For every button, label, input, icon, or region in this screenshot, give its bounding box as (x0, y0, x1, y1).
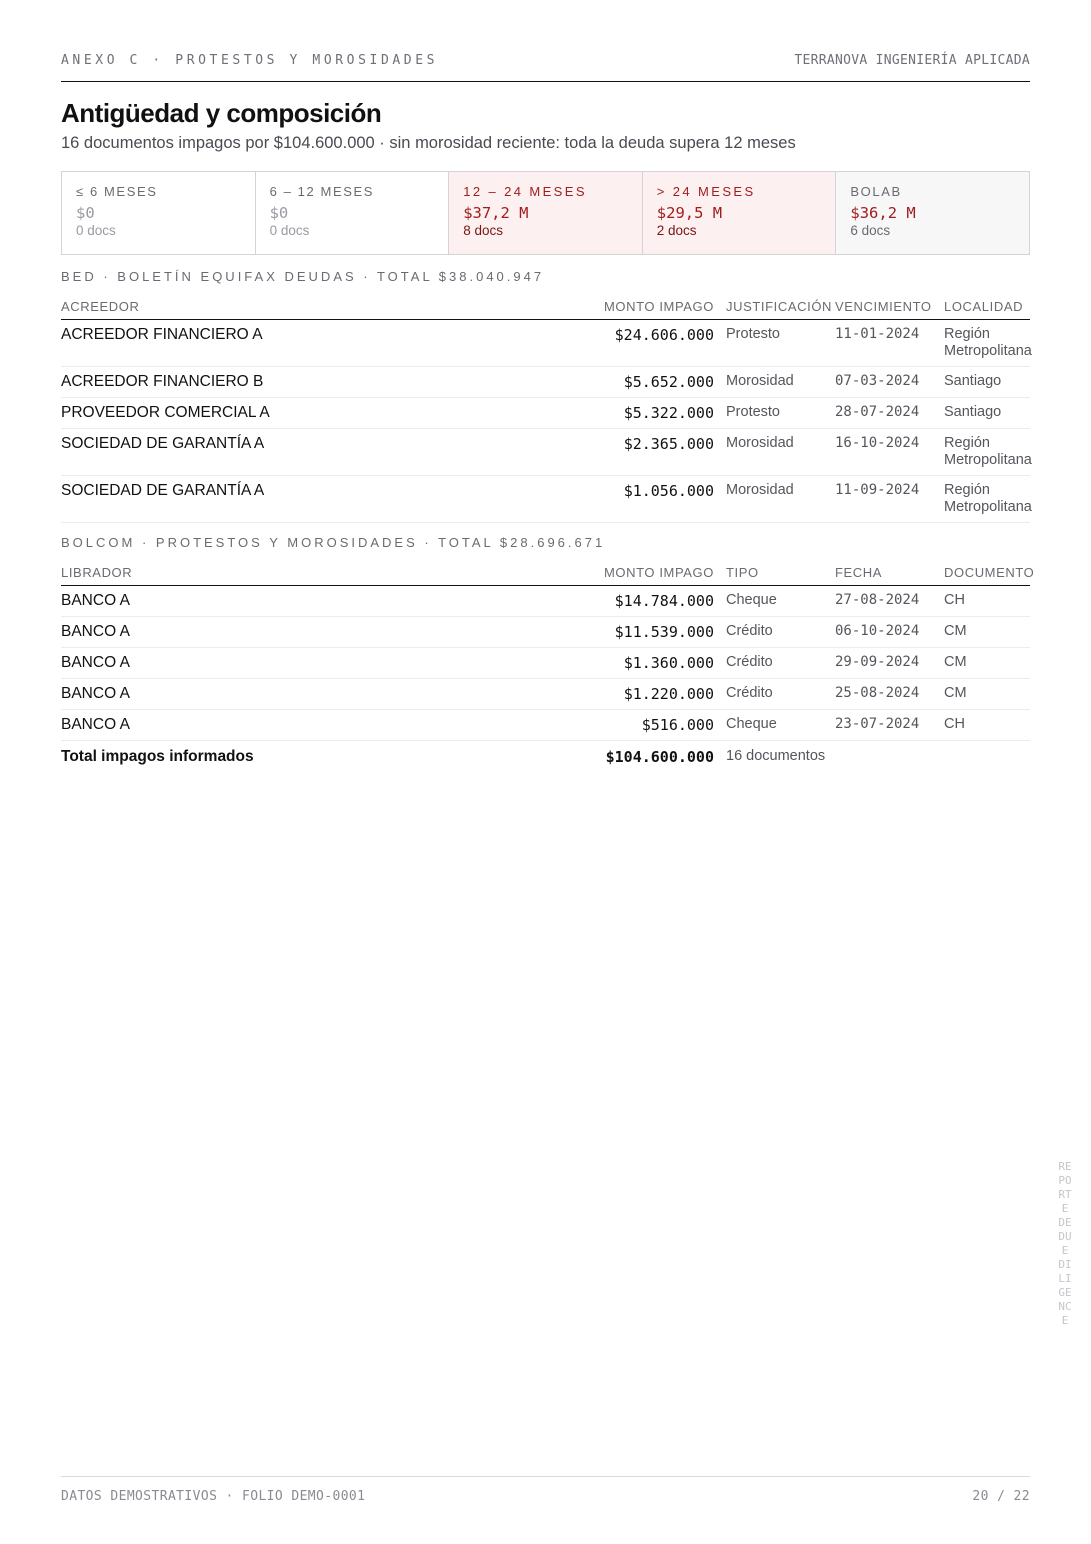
due-date: 07-03-2024 (835, 367, 944, 398)
creditor-name: PROVEEDOR COMERCIAL A (61, 398, 599, 429)
side-vertical-label: REPORTE DE DUE DILIGENCE (1058, 1160, 1072, 1327)
column-header-drawer: LIBRADOR (61, 565, 599, 586)
table-row (61, 429, 1030, 476)
date: 29-09-2024 (835, 648, 944, 679)
bucket-amount: $0 (269, 204, 289, 222)
unpaid-amount: $2.365.000 (599, 429, 726, 476)
document-type: Crédito (726, 617, 835, 648)
bucket-label: 6 – 12 MESES (269, 184, 375, 199)
creditor-name: ACREEDOR FINANCIERO B (61, 367, 599, 398)
unpaid-amount: $24.606.000 (599, 320, 726, 367)
table-row (61, 710, 1030, 741)
locality: Región Metropolitana (944, 429, 1030, 476)
running-header (61, 53, 1030, 82)
bucket-amount: $37,2 M (463, 204, 529, 222)
column-header-creditor: ACREEDOR (61, 299, 599, 320)
column-header-due-date: VENCIMIENTO (835, 299, 944, 320)
column-header-date: FECHA (835, 565, 944, 586)
due-date: 11-09-2024 (835, 476, 944, 523)
column-header-amount: MONTO IMPAGO (599, 565, 726, 586)
unpaid-amount: $5.652.000 (599, 367, 726, 398)
bolcom-table (61, 565, 1035, 772)
empty-cell (835, 741, 944, 773)
document-type: Crédito (726, 648, 835, 679)
column-header-document: DOCUMENTO (944, 565, 1030, 586)
page-number: 20 / 22 (972, 1489, 1030, 1504)
bucket-amount: $29,5 M (656, 204, 723, 222)
bed-table (61, 299, 1030, 523)
document-code: CM (944, 648, 1030, 679)
bucket-label: BOLAB (850, 184, 902, 199)
unpaid-amount: $1.056.000 (599, 476, 726, 523)
header-section-label: ANEXO C · PROTESTOS Y MOROSIDADES (61, 53, 439, 68)
header-company-name: TERRANOVA INGENIERÍA APLICADA (794, 53, 1030, 68)
bucket-amount: $36,2 M (850, 204, 916, 222)
bucket-docs: 6 docs (850, 223, 891, 238)
unpaid-amount: $1.360.000 (599, 648, 726, 679)
empty-cell (944, 741, 1030, 773)
bucket-label: ≤ 6 MESES (76, 184, 158, 199)
table-row (61, 476, 1030, 523)
due-date: 28-07-2024 (835, 398, 944, 429)
creditor-name: SOCIEDAD DE GARANTÍA A (61, 476, 599, 523)
drawer-name: BANCO A (61, 648, 599, 679)
table-row (61, 320, 1030, 367)
drawer-name: BANCO A (61, 586, 599, 617)
unpaid-amount: $5.322.000 (599, 398, 726, 429)
justification: Protesto (726, 398, 835, 429)
bed-section-title: BED · BOLETÍN EQUIFAX DEUDAS · TOTAL $38.040.947 (61, 269, 545, 284)
bucket-bolab (836, 172, 1029, 254)
drawer-name: BANCO A (61, 679, 599, 710)
total-label: Total impagos informados (61, 741, 599, 773)
document-type: Cheque (726, 586, 835, 617)
locality: Región Metropolitana (944, 320, 1030, 367)
bucket-6-12-months (256, 172, 450, 254)
date: 27-08-2024 (835, 586, 944, 617)
document-type: Crédito (726, 679, 835, 710)
due-date: 16-10-2024 (835, 429, 944, 476)
document-type: Cheque (726, 710, 835, 741)
table-header-row (61, 565, 1030, 586)
column-header-locality: LOCALIDAD (944, 299, 1030, 320)
date: 25-08-2024 (835, 679, 944, 710)
drawer-name: BANCO A (61, 710, 599, 741)
column-header-type: TIPO (726, 565, 835, 586)
table-row (61, 398, 1030, 429)
table-row (61, 679, 1030, 710)
justification: Morosidad (726, 429, 835, 476)
bucket-0-6-months (62, 172, 256, 254)
column-header-amount: MONTO IMPAGO (599, 299, 726, 320)
justification: Morosidad (726, 367, 835, 398)
justification: Protesto (726, 320, 835, 367)
table-row (61, 617, 1030, 648)
document-code: CM (944, 679, 1030, 710)
bucket-label: 12 – 24 MESES (463, 184, 587, 199)
date: 06-10-2024 (835, 617, 944, 648)
creditor-name: ACREEDOR FINANCIERO A (61, 320, 599, 367)
bucket-docs: 0 docs (269, 223, 310, 238)
table-row (61, 648, 1030, 679)
column-header-justification: JUSTIFICACIÓN (726, 299, 835, 320)
creditor-name: SOCIEDAD DE GARANTÍA A (61, 429, 599, 476)
locality: Región Metropolitana (944, 476, 1030, 523)
document-code: CH (944, 586, 1030, 617)
table-row (61, 367, 1030, 398)
page-subtitle: 16 documentos impagos por $104.600.000 · sin morosidad reciente: toda la deuda supera 12 meses (61, 134, 796, 152)
bucket-amount: $0 (76, 204, 95, 222)
date: 23-07-2024 (835, 710, 944, 741)
bucket-docs: 8 docs (463, 223, 503, 238)
bucket-12-24-months (449, 172, 643, 254)
document-code: CM (944, 617, 1030, 648)
bucket-docs: 0 docs (76, 223, 116, 238)
locality: Santiago (944, 398, 1030, 429)
bucket-label: > 24 MESES (656, 184, 756, 199)
bolcom-section-title: BOLCOM · PROTESTOS Y MOROSIDADES · TOTAL $28.696.671 (61, 535, 606, 550)
page-title: Antigüedad y composición (61, 98, 382, 128)
drawer-name: BANCO A (61, 617, 599, 648)
locality: Santiago (944, 367, 1030, 398)
due-date: 11-01-2024 (835, 320, 944, 367)
total-amount: $104.600.000 (599, 741, 726, 773)
bucket-docs: 2 docs (656, 223, 697, 238)
running-footer (61, 1476, 1030, 1504)
unpaid-amount: $1.220.000 (599, 679, 726, 710)
justification: Morosidad (726, 476, 835, 523)
table-header-row (61, 299, 1030, 320)
total-docs: 16 documentos (726, 741, 835, 773)
footer-folio: DATOS DEMOSTRATIVOS · FOLIO DEMO-0001 (61, 1489, 366, 1504)
unpaid-amount: $14.784.000 (599, 586, 726, 617)
unpaid-amount: $11.539.000 (599, 617, 726, 648)
bucket-over-24-months (643, 172, 837, 254)
total-row (61, 741, 1030, 773)
unpaid-amount: $516.000 (599, 710, 726, 741)
table-row (61, 586, 1030, 617)
document-code: CH (944, 710, 1030, 741)
aging-buckets (61, 171, 1030, 255)
